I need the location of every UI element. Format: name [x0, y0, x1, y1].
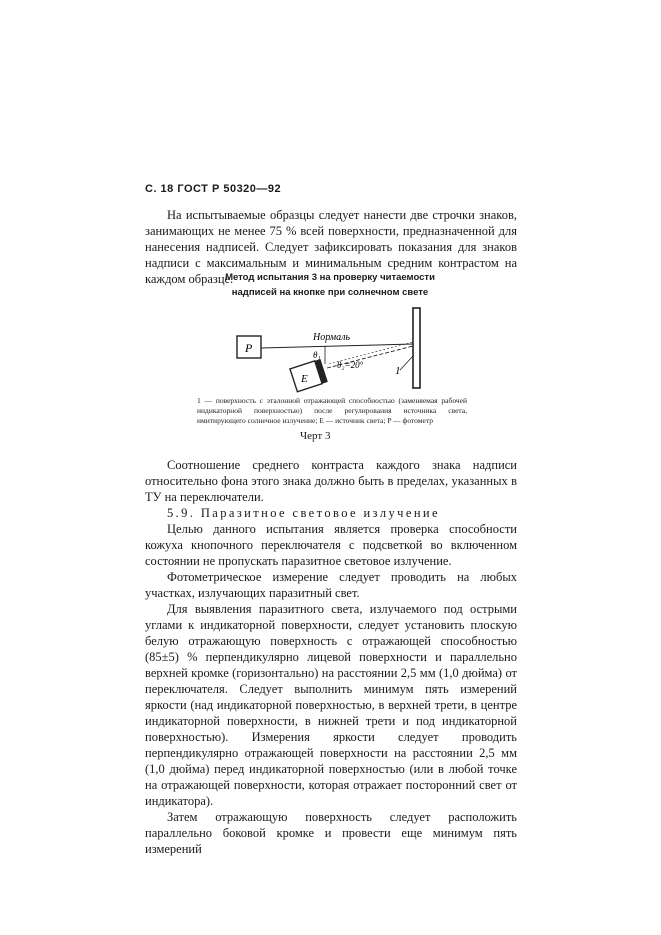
body-block	[145, 457, 517, 857]
ratio-paragraph: Соотношение среднего контраста каждого знака надписи относительно фона этого знака должно быть в пределах, указанных в ТУ на переключатели.	[145, 458, 517, 504]
photometer-label: P	[245, 341, 253, 355]
theta2-label: θ₂=20°	[337, 360, 364, 370]
figure-caption: 1 — поверхность с эталонной отражающей способностью (заменяемая рабочей индикаторной поверхностью) после регулирования источника света, имитирующего солнечное излучение; E — источник света; P — фотометр	[197, 396, 467, 425]
page-header: С. 18 ГОСТ Р 50320—92	[145, 183, 282, 195]
reflecting-surface	[413, 308, 420, 388]
detection-paragraph: Для выявления паразитного света, излучаемого под острыми углами к индикаторной поверхности, следует установить плоскую белую отражающую поверхность с отражающей способностью (85±5) % перпендикулярно лицевой поверхности и параллельно верхней кромке (горизонтально) на расстоянии 2,5 мм (1,0 дюйма) от переключателя. Следует выполнить минимум пять измерений яркости (над индикаторной поверхностью, в верхней трети, в центре индикаторной поверхности, в нижней трети и под индикаторной поверхностью). Измерения яркости следует проводить перпендикулярно отражающей поверхности на расстоянии 2,5 мм (1,0 дюйма) перед индикаторной поверхностью (или в любой точке на отражающей поверхности, которая отражает посторонний свет от индикатора).	[145, 602, 517, 808]
test-method-diagram	[225, 298, 455, 398]
section-heading: 5.9. Паразитное световое излучение	[167, 506, 440, 520]
intro-paragraph: На испытываемые образцы следует нанести две строчки знаков, занимающих не менее 75 % всей поверхности, предназначенной для нанесения надписей. Следует зафиксировать показания для знаков надписи с максимальным и минимальным средним контрастом на каждом образце.	[145, 208, 517, 286]
normal-label: Нормаль	[313, 332, 351, 343]
theta1-label: θ₁	[313, 350, 321, 360]
surface-number: 1	[395, 365, 401, 377]
normal-line	[261, 344, 413, 348]
purpose-paragraph: Целью данного испытания является проверка способности кожуха кнопочного переключателя с подсветкой во включенном состоянии не пропускать паразитное световое излучение.	[145, 522, 517, 568]
figure-title-line2: надписей на кнопке при солнечном свете	[231, 287, 429, 298]
figure-number: Черт 3	[300, 430, 331, 442]
light-source	[290, 359, 328, 392]
photometric-paragraph: Фотометрическое измерение следует проводить на любых участках, излучающих паразитный свет.	[145, 570, 517, 600]
light-source-lens	[315, 359, 328, 384]
figure-title-line1: Метод испытания 3 на проверку читаемости	[225, 272, 435, 283]
light-source-label: E	[301, 373, 308, 385]
then-paragraph: Затем отражающую поверхность следует расположить параллельно боковой кромке и провести еще минимум пять измерений	[145, 810, 517, 856]
figure-title	[185, 270, 475, 300]
surface-leader-line	[400, 356, 413, 370]
